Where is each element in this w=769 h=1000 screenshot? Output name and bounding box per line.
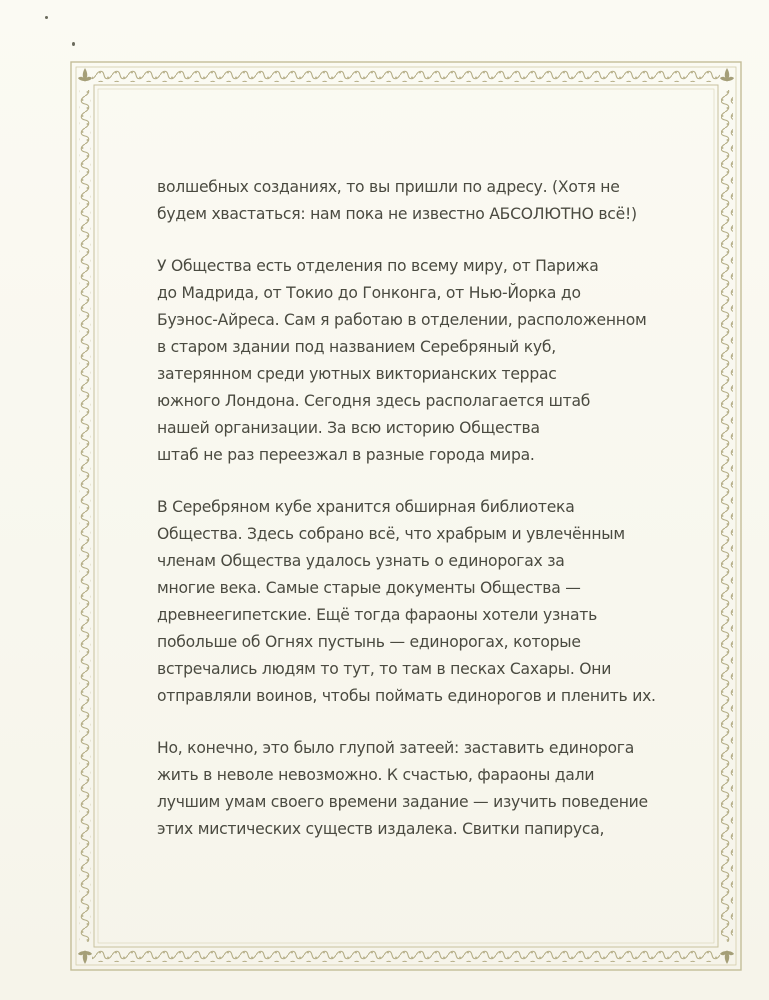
text-line: затерянном среди уютных викторианских террас: [157, 365, 557, 383]
text-line: отправляли воинов, чтобы поймать единорогов и пленить их.: [157, 687, 656, 705]
fleur-de-lis-icon: [78, 68, 92, 82]
text-line: будем хвастаться: нам пока не известно АБСОЛЮТНО всё!): [157, 205, 637, 223]
text-line: штаб не раз переезжал в разные города мира.: [157, 446, 535, 464]
text-line: побольше об Огнях пустынь — единорогах, которые: [157, 633, 581, 651]
text-line: У Общества есть отделения по всему миру, от Парижа: [157, 257, 599, 275]
paragraph-4: [157, 735, 657, 843]
fleur-de-lis-icon: [720, 68, 734, 82]
fleur-de-lis-icon: [720, 950, 734, 964]
paragraph-1: [157, 174, 657, 228]
text-line: в старом здании под названием Серебряный куб,: [157, 338, 556, 356]
text-line: В Серебряном кубе хранится обширная библиотека: [157, 498, 575, 516]
text-line: Буэнос-Айреса. Сам я работаю в отделении, расположенном: [157, 311, 647, 329]
body-text: [157, 174, 657, 868]
text-line: лучшим умам своего времени задание — изучить поведение: [157, 793, 648, 811]
text-line: встречались людям то тут, то там в песках Сахары. Они: [157, 660, 612, 678]
paragraph-2: [157, 253, 657, 469]
text-line: Но, конечно, это было глупой затеей: заставить единорога: [157, 739, 635, 757]
text-line: этих мистических существ издалека. Свитки папируса,: [157, 820, 605, 838]
paragraph-3: [157, 494, 657, 710]
text-line: нашей организации. За всю историю Общества: [157, 419, 540, 437]
text-line: многие века. Самые старые документы Общества —: [157, 579, 581, 597]
text-line: древнеегипетские. Ещё тогда фараоны хотели узнать: [157, 606, 598, 624]
print-speck: [72, 42, 75, 46]
text-line: волшебных созданиях, то вы пришли по адресу. (Хотя не: [157, 178, 620, 196]
print-speck: [45, 16, 48, 19]
text-line: до Мадрида, от Токио до Гонконга, от Нью-Йорка до: [157, 284, 581, 302]
text-line: членам Общества удалось узнать о единорогах за: [157, 552, 565, 570]
text-line: жить в неволе невозможно. К счастью, фараоны дали: [157, 766, 595, 784]
fleur-de-lis-icon: [78, 950, 92, 964]
text-line: южного Лондона. Сегодня здесь располагается штаб: [157, 392, 591, 410]
text-line: Общества. Здесь собрано всё, что храбрым и увлечённым: [157, 525, 625, 543]
